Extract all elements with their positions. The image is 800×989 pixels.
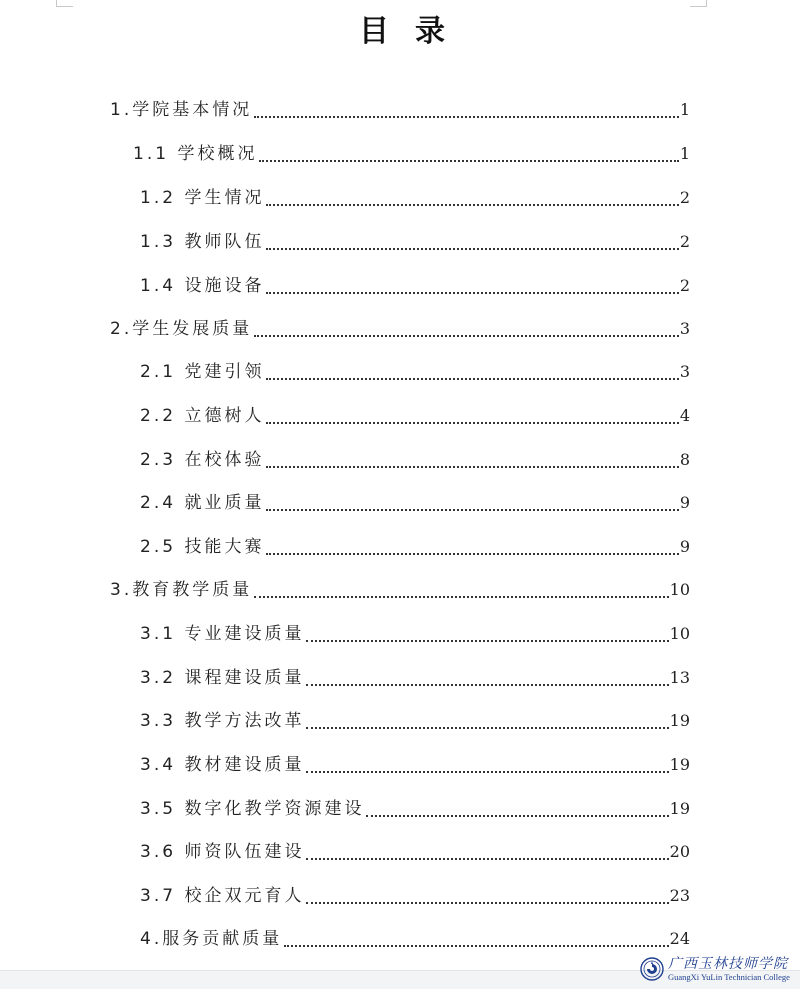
toc-entry-label: 3.1 专业建设质量 [140, 624, 305, 644]
toc-entry[interactable] [140, 750, 690, 780]
toc-dot-leader [306, 902, 668, 904]
toc-entry-page-number: 24 [669, 929, 690, 948]
toc-entry-page-number: 20 [669, 842, 690, 861]
toc-entry-label: 3.2 课程建设质量 [140, 668, 305, 688]
toc-entry-label: 2.5 技能大赛 [140, 537, 265, 557]
toc-entry-label: 3.5 数字化教学资源建设 [140, 799, 365, 819]
toc-dot-leader [306, 640, 668, 642]
toc-entry-label: 2.4 就业质量 [140, 493, 265, 513]
toc-entry-page-number: 19 [669, 711, 690, 730]
toc-entry[interactable] [140, 357, 690, 387]
toc-dot-leader [266, 378, 678, 380]
toc-entry-page-number: 13 [669, 668, 690, 687]
toc-entry-label: 3.教育教学质量 [110, 580, 253, 600]
toc-entry-label: 1.1 学校概况 [133, 144, 258, 164]
toc-dot-leader [306, 684, 668, 686]
toc-entry[interactable] [140, 881, 690, 911]
toc-entry-label: 1.4 设施设备 [140, 276, 265, 296]
toc-dot-leader [366, 815, 668, 817]
toc-entry-label: 1.2 学生情况 [140, 188, 265, 208]
toc-entry[interactable] [140, 663, 690, 693]
toc-dot-leader [306, 858, 668, 860]
toc-dot-leader [254, 596, 668, 598]
toc-entry-page-number: 1 [679, 100, 690, 119]
page-title: 目录 [359, 14, 471, 49]
toc-entry-label: 4.服务贡献质量 [140, 929, 283, 949]
toc-entry-page-number: 8 [679, 450, 690, 469]
toc-dot-leader [254, 335, 679, 337]
toc-entry[interactable] [140, 924, 690, 954]
toc-entry-label: 3.4 教材建设质量 [140, 755, 305, 775]
toc-entry-page-number: 10 [669, 624, 690, 643]
toc-entry-page-number: 9 [679, 537, 690, 556]
toc-entry-page-number: 19 [669, 799, 690, 818]
toc-entry-page-number: 3 [679, 362, 690, 381]
toc-entry[interactable] [140, 837, 690, 867]
toc-dot-leader [284, 945, 668, 947]
college-emblem-icon [640, 957, 664, 981]
toc-entry-label: 2.3 在校体验 [140, 450, 265, 470]
toc-dot-leader [266, 204, 678, 206]
toc-dot-leader [266, 509, 678, 511]
toc-dot-leader [266, 248, 678, 250]
toc-entry-label: 3.7 校企双元育人 [140, 886, 305, 906]
toc-entry-label: 3.6 师资队伍建设 [140, 842, 305, 862]
toc-entry[interactable] [140, 183, 690, 213]
toc-dot-leader [306, 727, 668, 729]
toc-entry-page-number: 2 [679, 232, 690, 251]
toc-entry[interactable] [140, 227, 690, 257]
college-logo [640, 952, 800, 986]
toc-entry[interactable] [110, 95, 690, 125]
toc-entry[interactable] [140, 445, 690, 475]
toc-dot-leader [266, 466, 678, 468]
toc-entry-page-number: 1 [679, 144, 690, 163]
toc-entry-page-number: 19 [669, 755, 690, 774]
toc-entry-page-number: 3 [679, 319, 690, 338]
toc-entry[interactable] [140, 706, 690, 736]
toc-entry[interactable] [110, 314, 690, 344]
toc-entry[interactable] [140, 794, 690, 824]
toc-entry[interactable] [140, 271, 690, 301]
toc-entry-page-number: 4 [679, 406, 690, 425]
logo-english-name: GuangXi YuLin Technician College [668, 971, 790, 982]
toc-dot-leader [266, 292, 678, 294]
toc-entry[interactable] [140, 619, 690, 649]
logo-chinese-name: 广西玉林技师学院 [668, 955, 788, 972]
toc-dot-leader [306, 771, 668, 773]
toc-entry-page-number: 2 [679, 188, 690, 207]
toc-entry[interactable] [140, 532, 690, 562]
toc-entry-label: 1.3 教师队伍 [140, 232, 265, 252]
toc-entry-label: 2.学生发展质量 [110, 319, 253, 339]
toc-dot-leader [254, 116, 679, 118]
toc-dot-leader [266, 422, 678, 424]
toc-entry-label: 1.学院基本情况 [110, 100, 253, 120]
toc-entry-page-number: 9 [679, 493, 690, 512]
toc-dot-leader [259, 160, 678, 162]
toc-entry[interactable] [140, 488, 690, 518]
toc-entry[interactable] [140, 401, 690, 431]
toc-entry[interactable] [133, 139, 690, 169]
toc-entry-page-number: 2 [679, 276, 690, 295]
toc-dot-leader [266, 553, 678, 555]
toc-entry[interactable] [110, 575, 690, 605]
toc-entry-page-number: 23 [669, 886, 690, 905]
toc-entry-label: 2.2 立德树人 [140, 406, 265, 426]
toc-entry-label: 3.3 教学方法改革 [140, 711, 305, 731]
toc-entry-label: 2.1 党建引领 [140, 362, 265, 382]
toc-entry-page-number: 10 [669, 580, 690, 599]
